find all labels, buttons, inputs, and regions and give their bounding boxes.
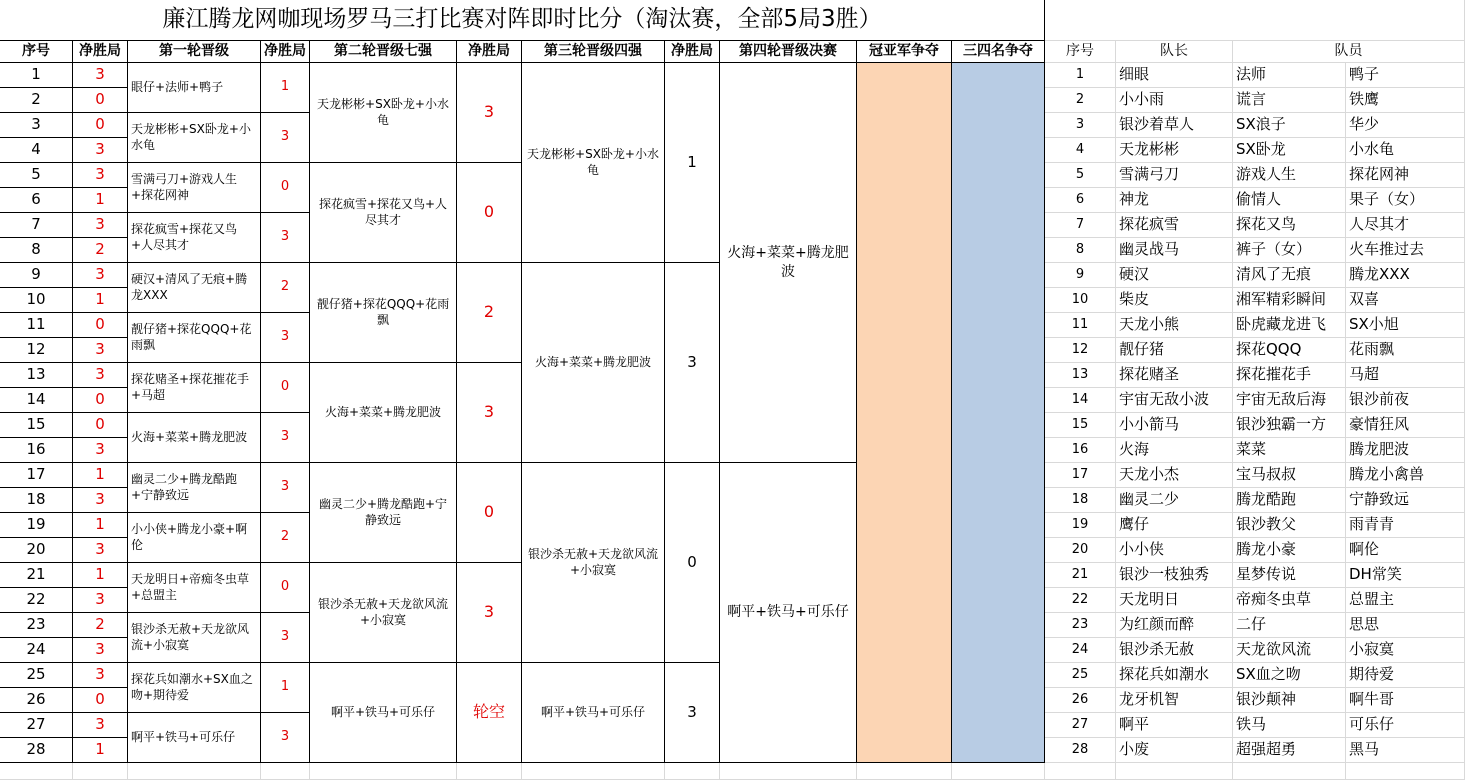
round1-net-score: 2 [261,513,310,563]
round3-team: 啊平+铁马+可乐仔 [522,663,665,763]
round1-team: 小小侠+腾龙小豪+啊伦 [128,513,261,563]
roster-member: 黑马 [1346,738,1465,763]
round3-net-score: 3 [665,263,720,463]
roster-captain: 幽灵战马 [1116,238,1233,263]
roster-member: 天龙欲风流 [1233,638,1346,663]
roster-seq: 17 [1045,463,1116,488]
game-score: 2 [73,238,128,263]
header-round1: 第一轮晋级 [128,41,261,63]
seq-cell: 20 [0,538,73,563]
roster-captain: 鹰仔 [1116,513,1233,538]
roster-captain: 宇宙无敌小波 [1116,388,1233,413]
roster-captain: 银沙一枝独秀 [1116,563,1233,588]
round1-team: 银沙杀无赦+天龙欲风流+小寂寞 [128,613,261,663]
roster-seq: 13 [1045,363,1116,388]
header-members: 队员 [1233,41,1465,63]
roster-member: 宝马叔叔 [1233,463,1346,488]
seq-cell: 6 [0,188,73,213]
seq-cell: 1 [0,63,73,88]
round3-team: 天龙彬彬+SX卧龙+小水龟 [522,63,665,263]
round3-net-score: 1 [665,63,720,263]
game-score: 0 [73,88,128,113]
round1-net-score: 3 [261,463,310,513]
roster-seq: 6 [1045,188,1116,213]
roster-member: 火车推过去 [1346,238,1465,263]
round2-net-score: 轮空 [457,663,522,763]
round2-team: 银沙杀无赦+天龙欲风流+小寂寞 [310,563,457,663]
game-score: 3 [73,263,128,288]
empty-grid-cell [522,763,665,780]
roster-member: 啊牛哥 [1346,688,1465,713]
round1-team: 探花疯雪+探花又鸟+人尽其才 [128,213,261,263]
header-net: 净胜局 [457,41,522,63]
empty-grid-cell [1233,763,1346,780]
seq-cell: 24 [0,638,73,663]
roster-seq: 28 [1045,738,1116,763]
roster-captain: 硬汉 [1116,263,1233,288]
roster-member: 宁静致远 [1346,488,1465,513]
empty-grid-cell [73,763,128,780]
game-score: 0 [73,413,128,438]
round1-team: 硬汉+清风了无痕+腾龙XXX [128,263,261,313]
roster-captain: 小小箭马 [1116,413,1233,438]
roster-member: 花雨飘 [1346,338,1465,363]
roster-member: 宇宙无敌后海 [1233,388,1346,413]
roster-captain: 银沙着草人 [1116,113,1233,138]
roster-seq: 11 [1045,313,1116,338]
round1-net-score: 1 [261,663,310,713]
roster-captain: 为红颜而醉 [1116,613,1233,638]
empty-grid-cell [1116,763,1233,780]
roster-seq: 1 [1045,63,1116,88]
third-place-column [952,63,1045,763]
game-score: 3 [73,438,128,463]
game-score: 3 [73,363,128,388]
game-score: 1 [73,188,128,213]
page-title: 廉江腾龙网咖现场罗马三打比赛对阵即时比分（淘汰赛，全部5局3胜） [0,0,1045,41]
roster-member: 菜菜 [1233,438,1346,463]
game-score: 3 [73,163,128,188]
roster-member: 果子（女） [1346,188,1465,213]
roster-seq: 10 [1045,288,1116,313]
round1-net-score: 3 [261,613,310,663]
seq-cell: 11 [0,313,73,338]
round2-net-score: 3 [457,63,522,163]
empty-grid-cell [857,763,952,780]
roster-member: 银沙颠神 [1233,688,1346,713]
roster-captain: 探花兵如潮水 [1116,663,1233,688]
roster-seq: 8 [1045,238,1116,263]
roster-member: 帝痴冬虫草 [1233,588,1346,613]
round4-team: 火海+菜菜+腾龙肥波 [720,63,857,463]
seq-cell: 4 [0,138,73,163]
header-round2: 第二轮晋级七强 [310,41,457,63]
seq-cell: 26 [0,688,73,713]
seq-cell: 23 [0,613,73,638]
game-score: 3 [73,138,128,163]
roster-seq: 14 [1045,388,1116,413]
round3-team: 银沙杀无赦+天龙欲风流+小寂寞 [522,463,665,663]
game-score: 0 [73,688,128,713]
roster-captain: 天龙彬彬 [1116,138,1233,163]
round2-team: 探花疯雪+探花又鸟+人尽其才 [310,163,457,263]
seq-cell: 27 [0,713,73,738]
roster-member: 华少 [1346,113,1465,138]
roster-member: 探花QQQ [1233,338,1346,363]
round1-net-score: 3 [261,713,310,763]
seq-cell: 12 [0,338,73,363]
roster-member: 法师 [1233,63,1346,88]
roster-seq: 7 [1045,213,1116,238]
roster-member: 超强超勇 [1233,738,1346,763]
roster-seq: 9 [1045,263,1116,288]
roster-seq: 27 [1045,713,1116,738]
roster-seq: 26 [1045,688,1116,713]
round1-net-score: 2 [261,263,310,313]
blank-cell [1045,0,1465,41]
game-score: 1 [73,738,128,763]
round1-net-score: 3 [261,213,310,263]
roster-seq: 19 [1045,513,1116,538]
roster-member: 腾龙酷跑 [1233,488,1346,513]
roster-seq: 22 [1045,588,1116,613]
empty-grid-cell [1346,763,1465,780]
round2-net-score: 3 [457,563,522,663]
round2-net-score: 2 [457,263,522,363]
round2-team: 火海+菜菜+腾龙肥波 [310,363,457,463]
roster-member: SX卧龙 [1233,138,1346,163]
champion-column [857,63,952,763]
seq-cell: 15 [0,413,73,438]
roster-member: 铁鹰 [1346,88,1465,113]
game-score: 1 [73,463,128,488]
roster-captain: 啊平 [1116,713,1233,738]
seq-cell: 3 [0,113,73,138]
roster-seq: 15 [1045,413,1116,438]
round2-team: 幽灵二少+腾龙酷跑+宁静致远 [310,463,457,563]
roster-captain: 天龙小杰 [1116,463,1233,488]
header-third-place: 三四名争夺 [952,41,1045,63]
roster-member: SX小旭 [1346,313,1465,338]
round1-team: 雪满弓刀+游戏人生+探花网神 [128,163,261,213]
seq-cell: 8 [0,238,73,263]
roster-captain: 柴皮 [1116,288,1233,313]
roster-seq: 16 [1045,438,1116,463]
roster-member: 腾龙肥波 [1346,438,1465,463]
empty-grid-cell [128,763,261,780]
roster-member: 游戏人生 [1233,163,1346,188]
roster-captain: 探花疯雪 [1116,213,1233,238]
roster-member: 期待爱 [1346,663,1465,688]
seq-cell: 16 [0,438,73,463]
round2-net-score: 0 [457,163,522,263]
roster-captain: 小小侠 [1116,538,1233,563]
seq-cell: 21 [0,563,73,588]
roster-seq: 25 [1045,663,1116,688]
seq-cell: 22 [0,588,73,613]
seq-cell: 7 [0,213,73,238]
round1-team: 眼仔+法师+鸭子 [128,63,261,113]
seq-cell: 14 [0,388,73,413]
header-round4: 第四轮晋级决赛 [720,41,857,63]
seq-cell: 17 [0,463,73,488]
roster-captain: 天龙小熊 [1116,313,1233,338]
roster-member: 总盟主 [1346,588,1465,613]
seq-cell: 19 [0,513,73,538]
round1-net-score: 0 [261,163,310,213]
roster-captain: 银沙杀无赦 [1116,638,1233,663]
seq-cell: 18 [0,488,73,513]
roster-captain: 小小雨 [1116,88,1233,113]
roster-seq: 20 [1045,538,1116,563]
roster-member: 啊伦 [1346,538,1465,563]
round3-net-score: 0 [665,463,720,663]
round4-team: 啊平+铁马+可乐仔 [720,463,857,763]
roster-member: 小寂寞 [1346,638,1465,663]
round1-net-score: 1 [261,63,310,113]
roster-seq: 4 [1045,138,1116,163]
seq-cell: 28 [0,738,73,763]
roster-member: 探花又鸟 [1233,213,1346,238]
roster-captain: 火海 [1116,438,1233,463]
roster-member: 双喜 [1346,288,1465,313]
roster-seq: 2 [1045,88,1116,113]
roster-seq: 5 [1045,163,1116,188]
roster-member: 豪情狂风 [1346,413,1465,438]
empty-grid-cell [457,763,522,780]
roster-member: 腾龙XXX [1346,263,1465,288]
roster-captain: 幽灵二少 [1116,488,1233,513]
round1-team: 幽灵二少+腾龙酷跑+宁静致远 [128,463,261,513]
roster-member: 人尽其才 [1346,213,1465,238]
round1-net-score: 3 [261,313,310,363]
seq-cell: 2 [0,88,73,113]
roster-seq: 21 [1045,563,1116,588]
roster-member: 铁马 [1233,713,1346,738]
roster-member: 银沙前夜 [1346,388,1465,413]
game-score: 0 [73,113,128,138]
empty-grid-cell [310,763,457,780]
roster-captain: 雪满弓刀 [1116,163,1233,188]
seq-cell: 10 [0,288,73,313]
roster-member: DH常笑 [1346,563,1465,588]
game-score: 3 [73,588,128,613]
game-score: 3 [73,663,128,688]
roster-member: 马超 [1346,363,1465,388]
header-seq: 序号 [0,41,73,63]
roster-member: 雨青青 [1346,513,1465,538]
round2-net-score: 0 [457,463,522,563]
game-score: 0 [73,313,128,338]
roster-member: 小水龟 [1346,138,1465,163]
roster-captain: 靓仔猪 [1116,338,1233,363]
round1-team: 靓仔猪+探花QQQ+花雨飘 [128,313,261,363]
roster-seq: 3 [1045,113,1116,138]
roster-seq: 23 [1045,613,1116,638]
roster-captain: 细眼 [1116,63,1233,88]
roster-member: 探花摧花手 [1233,363,1346,388]
header-captain: 队长 [1116,41,1233,63]
roster-member: 腾龙小豪 [1233,538,1346,563]
round1-team: 火海+菜菜+腾龙肥波 [128,413,261,463]
round1-team: 天龙彬彬+SX卧龙+小水龟 [128,113,261,163]
header-champion: 冠亚军争夺 [857,41,952,63]
header-net: 净胜局 [665,41,720,63]
round1-net-score: 0 [261,363,310,413]
header-roster-seq: 序号 [1045,41,1116,63]
roster-member: 偷情人 [1233,188,1346,213]
roster-seq: 12 [1045,338,1116,363]
roster-member: 银沙教父 [1233,513,1346,538]
game-score: 3 [73,213,128,238]
round1-team: 探花赌圣+探花摧花手+马超 [128,363,261,413]
game-score: 0 [73,388,128,413]
roster-member: 腾龙小禽兽 [1346,463,1465,488]
round1-team: 探花兵如潮水+SX血之吻+期待爱 [128,663,261,713]
roster-member: 二仔 [1233,613,1346,638]
roster-member: 湘军精彩瞬间 [1233,288,1346,313]
roster-seq: 24 [1045,638,1116,663]
roster-member: 谎言 [1233,88,1346,113]
empty-grid-cell [665,763,720,780]
game-score: 3 [73,338,128,363]
round1-team: 天龙明日+帝痴冬虫草+总盟主 [128,563,261,613]
empty-grid-cell [1045,763,1116,780]
roster-member: 裤子（女） [1233,238,1346,263]
round2-team: 靓仔猪+探花QQQ+花雨飘 [310,263,457,363]
roster-captain: 天龙明日 [1116,588,1233,613]
round1-net-score: 0 [261,563,310,613]
roster-member: 思思 [1346,613,1465,638]
roster-member: 探花网神 [1346,163,1465,188]
roster-captain: 龙牙机智 [1116,688,1233,713]
header-net: 净胜局 [261,41,310,63]
roster-member: 星梦传说 [1233,563,1346,588]
round3-team: 火海+菜菜+腾龙肥波 [522,263,665,463]
game-score: 3 [73,538,128,563]
seq-cell: 9 [0,263,73,288]
header-net: 净胜局 [73,41,128,63]
seq-cell: 13 [0,363,73,388]
roster-captain: 神龙 [1116,188,1233,213]
empty-grid-cell [0,763,73,780]
seq-cell: 25 [0,663,73,688]
roster-member: 清风了无痕 [1233,263,1346,288]
roster-member: SX血之吻 [1233,663,1346,688]
game-score: 3 [73,488,128,513]
roster-member: 鸭子 [1346,63,1465,88]
roster-captain: 小废 [1116,738,1233,763]
empty-grid-cell [261,763,310,780]
game-score: 2 [73,613,128,638]
roster-member: 银沙独霸一方 [1233,413,1346,438]
seq-cell: 5 [0,163,73,188]
header-round3: 第三轮晋级四强 [522,41,665,63]
roster-seq: 18 [1045,488,1116,513]
roster-member: 可乐仔 [1346,713,1465,738]
game-score: 3 [73,63,128,88]
empty-grid-cell [952,763,1045,780]
round2-net-score: 3 [457,363,522,463]
round1-net-score: 3 [261,113,310,163]
game-score: 1 [73,563,128,588]
game-score: 3 [73,638,128,663]
game-score: 1 [73,288,128,313]
round2-team: 天龙彬彬+SX卧龙+小水龟 [310,63,457,163]
roster-captain: 探花赌圣 [1116,363,1233,388]
round1-net-score: 3 [261,413,310,463]
game-score: 3 [73,713,128,738]
round1-team: 啊平+铁马+可乐仔 [128,713,261,763]
roster-member: SX浪子 [1233,113,1346,138]
round3-net-score: 3 [665,663,720,763]
empty-grid-cell [720,763,857,780]
round2-team: 啊平+铁马+可乐仔 [310,663,457,763]
roster-member: 卧虎藏龙进飞 [1233,313,1346,338]
game-score: 1 [73,513,128,538]
